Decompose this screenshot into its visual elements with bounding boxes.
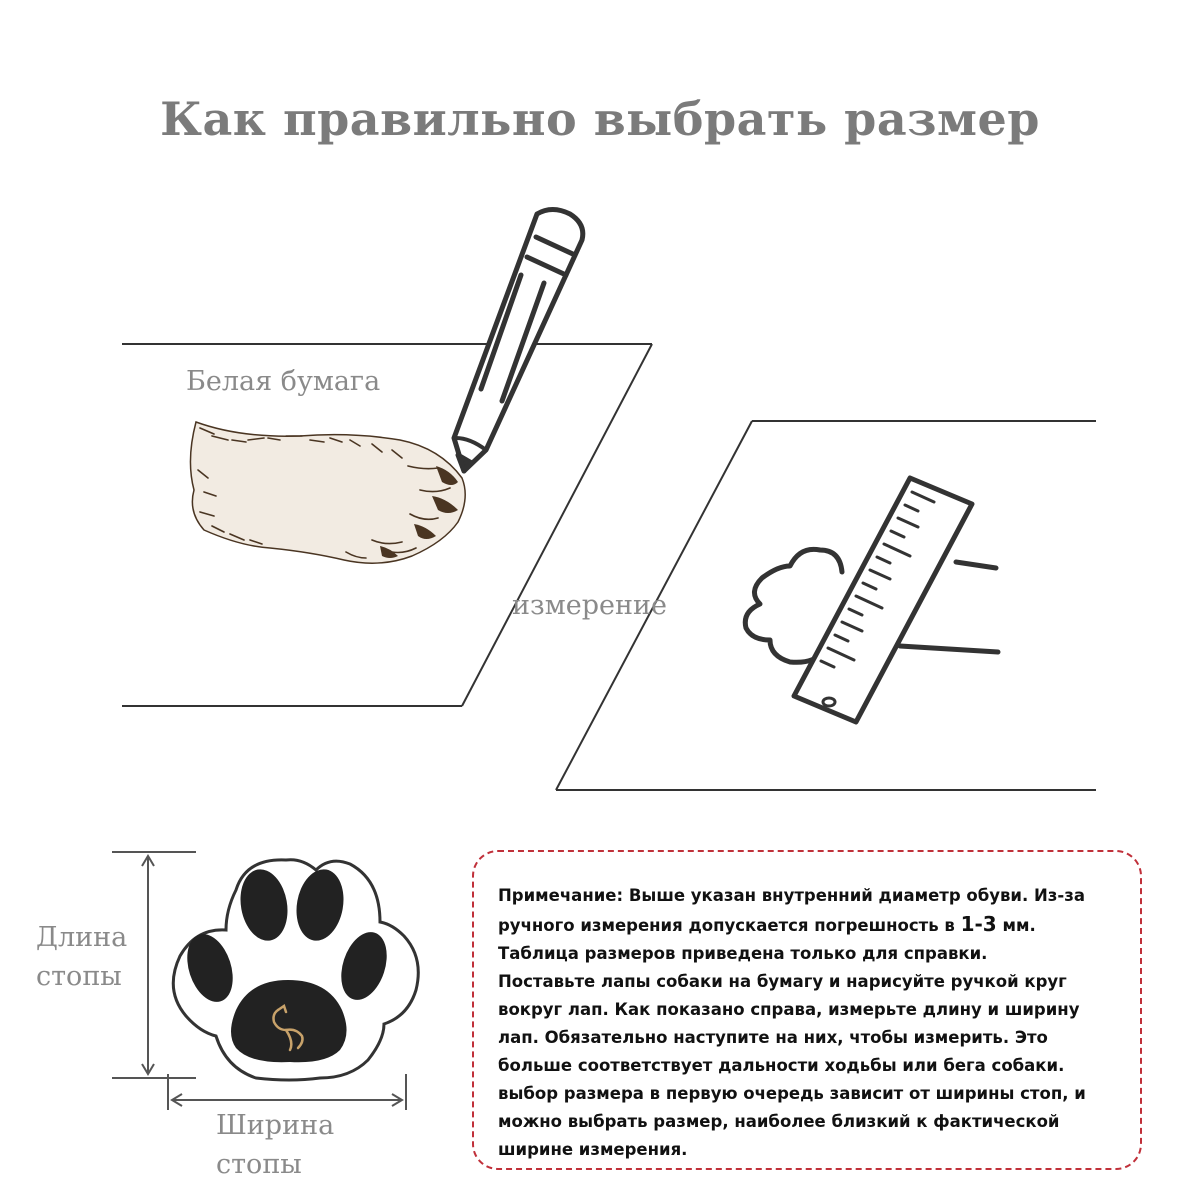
label-foot-length-line2: стопы bbox=[36, 961, 122, 993]
label-foot-width-line2: стопы bbox=[216, 1149, 302, 1181]
label-white-paper: Белая бумага bbox=[186, 366, 381, 397]
note-intro: Примечание: Выше указан внутренний диаметр обуви. Из-за ручного измерения допускается погрешность в bbox=[498, 886, 1085, 935]
page-title: Как правильно выбрать размер bbox=[160, 92, 1040, 146]
label-measurement: измерение bbox=[512, 590, 667, 621]
note-paragraph-2: Поставьте лапы собаки на бумагу и нарисуйте ручкой круг вокруг лап. Как показано справа, измерьте длину и ширину лап. Обязательно наступите на них, чтобы измерить. Это больше соответствует дальности ходьбы или бега собаки. выбор размера в первую очередь зависит от ширины стоп, и можно выбрать размер, наиболее близкий к фактической ширине измерения. bbox=[498, 972, 1086, 1159]
note-paragraph-1 bbox=[498, 882, 1118, 968]
ruler-icon bbox=[794, 478, 972, 722]
label-foot-width bbox=[216, 1106, 334, 1184]
dog-paw-drawing bbox=[190, 422, 465, 563]
note-tolerance: 1-3 bbox=[960, 912, 997, 936]
note-text bbox=[498, 882, 1118, 1164]
label-foot-length bbox=[36, 918, 127, 996]
note-box bbox=[472, 850, 1142, 1170]
note-after-tolerance: мм. Таблица размеров приведена только для справки. bbox=[498, 916, 1036, 963]
label-foot-width-line1: Ширина bbox=[216, 1110, 335, 1141]
pencil-icon bbox=[454, 210, 583, 472]
paw-print-icon bbox=[173, 860, 418, 1080]
label-foot-length-line1: Длина bbox=[36, 922, 128, 953]
